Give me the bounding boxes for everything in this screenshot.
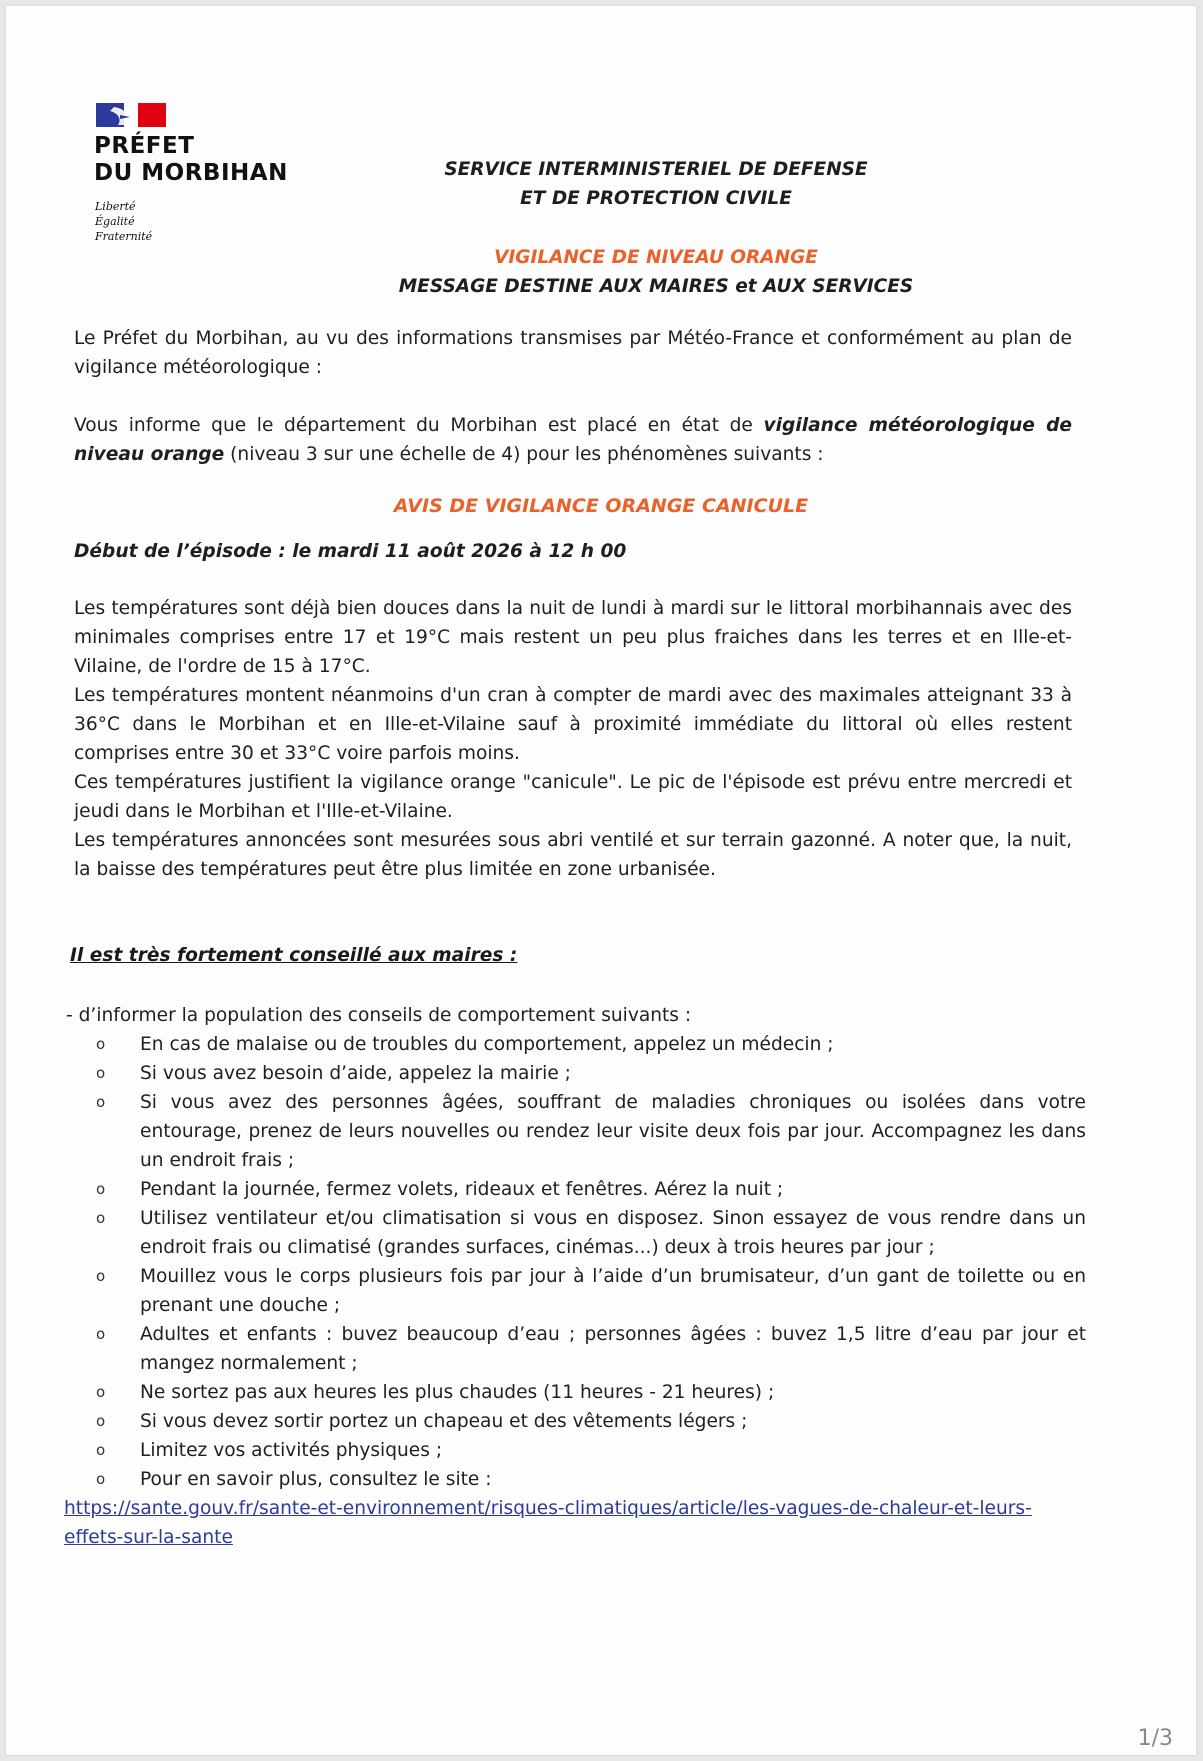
bullet-icon: o [96,1209,106,1227]
vigilance-paragraph-bold: vigilance météorologique de niveau orange [74,415,1072,465]
advice-heading: Il est très fortement conseillé aux maires : [70,945,518,966]
episode-start: Début de l’épisode : le mardi 11 août 2026 à 12 h 00 [74,541,627,562]
bullet-icon: o [96,1180,106,1198]
details-paragraph-2: Les températures montent néanmoins d'un cran à compter de mardi avec des maximales atteignant 33 à 36°C dans le Morbihan et en Ille-et-Vilaine sauf à proximité immédiate du littoral où elles restent comprises entre 30 et 33°C voire parfois moins. [74,685,1072,764]
list-item-text: En cas de malaise ou de troubles du comportement, appelez un médecin ; [140,1034,834,1055]
bullet-icon: o [96,1441,106,1459]
list-item-text: Pendant la journée, fermez volets, rideaux et fenêtres. Aérez la nuit ; [140,1179,784,1200]
marianne-flag-icon [96,103,166,127]
service-title-line-2: ET DE PROTECTION CIVILE [520,188,792,209]
bullet-icon: o [96,1383,106,1401]
list-item-text: Pour en savoir plus, consultez le site : [140,1469,492,1490]
bullet-icon: o [96,1064,106,1082]
list-item-text: Si vous devez sortir portez un chapeau et des vêtements légers ; [140,1411,748,1432]
advice-intro: - d’informer la population des conseils de comportement suivants : [66,1005,692,1026]
intro-paragraph: Le Préfet du Morbihan, au vu des informations transmises par Météo-France et conformément au plan de vigilance météorologique : [74,328,1072,378]
motto-fraternite: Fraternité [95,230,153,243]
bullet-icon: o [96,1267,106,1285]
logo-line-2: DU MORBIHAN [94,160,288,186]
vigilance-paragraph [74,411,1072,469]
page-indicator: 1/3 [1137,1726,1173,1751]
vigilance-paragraph-suffix: (niveau 3 sur une échelle de 4) pour les phénomènes suivants : [224,444,824,465]
logo-line-1: PRÉFET [94,133,195,159]
list-item-text: Limitez vos activités physiques ; [140,1440,443,1461]
bullet-icon: o [96,1325,106,1343]
motto-egalite: Égalité [95,215,135,228]
message-recipients: MESSAGE DESTINE AUX MAIRES et AUX SERVICES [398,276,914,297]
vigilance-title: VIGILANCE DE NIVEAU ORANGE [494,247,818,268]
bullet-icon: o [96,1093,106,1111]
service-title-line-1: SERVICE INTERMINISTERIEL DE DEFENSE [444,159,868,180]
bullet-icon: o [96,1412,106,1430]
prefet-logo [91,103,301,263]
details-paragraph-1: Les températures sont déjà bien douces dans la nuit de lundi à mardi sur le littoral morbihannais avec des minimales comprises entre 17 et 19°C mais restent un peu plus fraiches dans les terres et en Ille-et-Vilaine, de l'ordre de 15 à 17°C. [74,598,1072,677]
bullet-icon: o [96,1470,106,1488]
list-item-text: Utilisez ventilateur et/ou climatisation si vous en disposez. Sinon essayez de vous rendre dans un endroit frais ou climatisé (grandes surfaces, cinémas...) deux à trois heures par jour ; [140,1208,1086,1258]
details-paragraph-3: Ces températures justifient la vigilance orange "canicule". Le pic de l'épisode est prévu entre mercredi et jeudi dans le Morbihan et l'Ille-et-Vilaine. [74,772,1072,822]
bullet-icon: o [96,1035,106,1053]
vigilance-paragraph-prefix: Vous informe que le département du Morbihan est placé en état de [74,415,764,436]
details-paragraph-4: Les températures annoncées sont mesurées sous abri ventilé et sur terrain gazonné. A noter que, la nuit, la baisse des températures peut être plus limitée en zone urbanisée. [74,830,1072,880]
health-info-link[interactable]: https://sante.gouv.fr/sante-et-environnement/risques-climatiques/article/les-vagues-de-chaleur-et-leurs-effets-sur-la-sante [64,1498,1032,1548]
avis-canicule-heading: AVIS DE VIGILANCE ORANGE CANICULE [393,495,809,517]
list-item-text: Si vous avez des personnes âgées, souffrant de maladies chroniques ou isolées dans votre entourage, prenez de leurs nouvelles ou rendez leur visite deux fois par jour. Accompagnez les dans un endroit frais ; [140,1092,1086,1171]
list-item-text: Ne sortez pas aux heures les plus chaudes (11 heures - 21 heures) ; [140,1382,775,1403]
motto-liberte: Liberté [95,200,136,213]
list-item-text: Mouillez vous le corps plusieurs fois par jour à l’aide d’un brumisateur, d’un gant de toilette ou en prenant une douche ; [140,1266,1086,1316]
document-page [6,6,1196,1755]
list-item-text: Adultes et enfants : buvez beaucoup d’eau ; personnes âgées : buvez 1,5 litre d’eau par jour et mangez normalement ; [140,1324,1086,1374]
list-item-text: Si vous avez besoin d’aide, appelez la mairie ; [140,1063,571,1084]
